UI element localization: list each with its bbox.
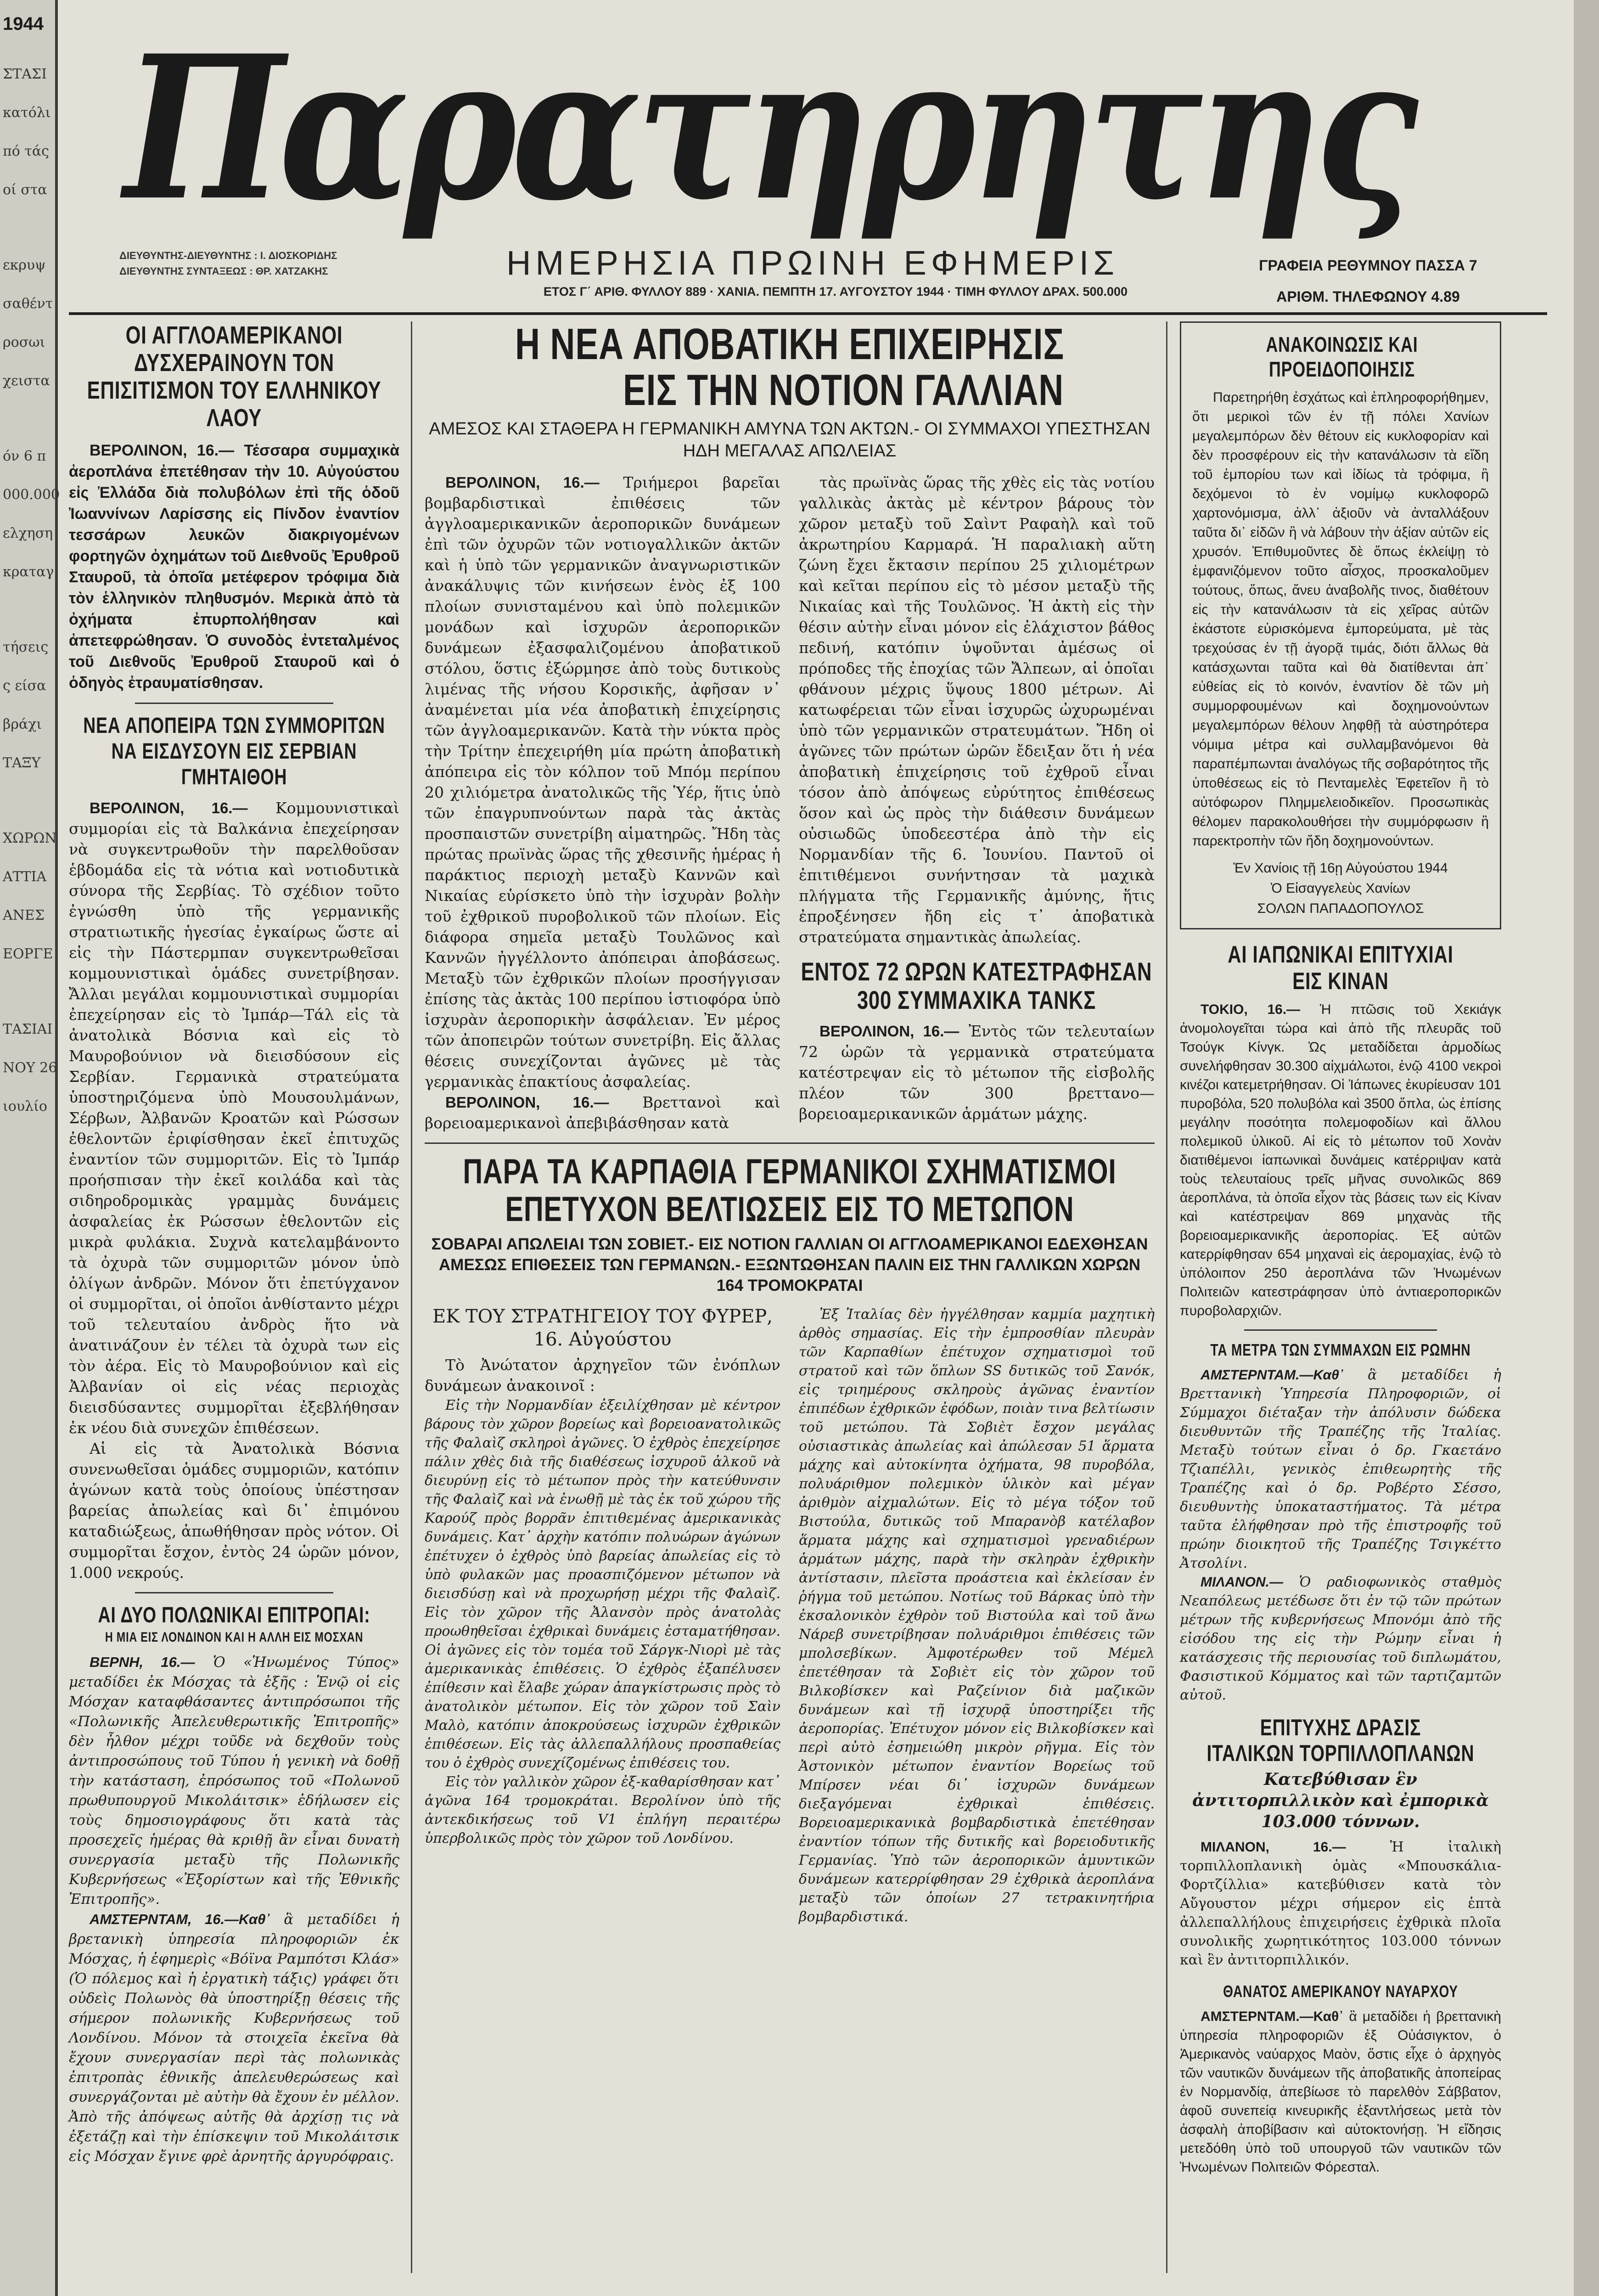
headline-admiral: ΘΑΝΑΤΟΣ ΑΜΕΡΙΚΑΝΟΥ ΝΑΥΑΡΧΟΥ xyxy=(1223,1982,1458,2001)
headline-torpedo: ΕΠΙΤΥΧΗΣ ΔΡΑΣΙΣ xyxy=(1260,1715,1421,1740)
headline-carpathians-line2: ΕΠΕΤΥΧΟΝ ΒΕΛΤΙΩΣΕΙΣ ΕΙΣ ΤΟ ΜΕΤΩΠΟΝ xyxy=(505,1190,1074,1229)
article-body: Ἡ πτῶσις τοῦ Χεκιάγκ ἀνομολογεῖται τώρα καὶ ἀπὸ τῆς πλευρᾶς τοῦ Τσούγκ Κίνγκ. Ὡς μεταδίδεται ἁρμοδίως συνελήφθησαν 30.300 αἰχμάλωτοι, ἐνῷ 4100 νεκροὶ κινέζοι κατεμετρήθησαν. Οἱ Ἰάπωνες ἐκυρίευσαν 101 πυροβόλα, 520 πολυβόλα καὶ 3500 ὅπλα, ὡς ἐπίσης μεγάλην ποσότητα πολεμοφοδίων καὶ ἄλλου πολεμικοῦ ὑλικοῦ. Αἱ εἰς τὸ μέτωπον τοῦ Χονὰν διατιθέμενοι ἰαπωνικαὶ δυνάμεις κατέρριψαν κατὰ τοὺς τελευταίους τρεῖς μῆνας συνολικῶς 869 ἀεροπλάνα, τὰ ὁποῖα εἶχον τὰς βάσεις των εἰς Κίναν καὶ κατέστρεψαν 869 μηχανὰς τῆς βορειοαμερικανικῆς ἀεροπορίας. Ἐξ αὐτῶν κατερρίφθησαν 654 μηχαναὶ εἰς ἀερομαχίας, ἐνῷ τὸ ὑπόλοιπον 250 ἀεροπλάνα τῶν Ἡνωμένων Πολιτειῶν κατεστράφησαν ὑπὸ ἀντιαεροπορικῶν πυροβολαρχιῶν. xyxy=(1180,1002,1502,1318)
spine-text xyxy=(3,64,60,1135)
notice-signature-title: Ὁ Εἰσαγγελεὺς Χανίων xyxy=(1270,881,1411,896)
article-body: Εἰς τὴν Νορμανδίαν ἐξειλίχθησαν μὲ κέντρον βάρους τὸν χῶρον βορείως καὶ βορειοανατολικῶς τῆς Φαλαὶζ σκληροὶ ἀγῶνες. Ὁ ἐχθρὸς ἐπεχείρησε πάλιν χθὲς διὰ τῆς διαθέσεως ἰσχυροῦ ἀλκοῦ νὰ διευρύνῃ εἰς τὸ μέτωπον πρὸς τὴν κατεύθυνσιν τῆς Φαλαὶζ καὶ νὰ ἑνωθῇ μὲ τὰς ἐκ τοῦ χώρου τῆς Καρούζ πρὸς βορρᾶν ἐπιτιθεμένας ἀμερικανικὰς δυνάμεις. Κατ᾽ ἀρχὴν κατόπιν πολυώρων ἀγώνων ἐπέτυχεν ὁ ἐχθρὸς ὑπὸ βαρείας ἀπωλείας εἰς τὸ ὑπὸ φυλακῶν μας προασπιζόμενον μέτωπον νὰ διεισδύσῃ καὶ νὰ προχωρήσῃ μέχρι τῆς Φαλαὶζ. Εἰς τὸν χῶρον τῆς Ἀλανσὸν πρὸς ἀνατολὰς προωθηθεῖσαι ἐχθρικαὶ δυνάμεις ἐσταματήθησαν. Οἱ ἀγῶνες εἰς τὸν τομέα τοῦ Σάργκ-Νιορὶ μὲ τὰς ἀμερικανικὰς ἐπιθέσεις. Ὁ ἐχθρὸς ἐξαπέλυσεν ἐπίθεσιν καὶ ἔλαβε χώραν ἀπαγκίστρωσις πρὸς τὸ ἀνατολικὸν μέτωπον. Εἰς τὸν χῶρον τοῦ Σαὶν Μαλὸ, κατόπιν ἀποκρούσεως ἰσχυρῶν ἐχθρικῶν ἐπιθέσεων. Εἰς τὰς ἀλλεπαλλήλους προσπαθείας του ὁ ἐχθρὸς συνεχίζομένως ἐπιθέσεις του. xyxy=(425,1397,780,1771)
spine-snippet: ΑΤΤΙΑ xyxy=(3,869,47,885)
divider xyxy=(135,703,333,704)
notice-text xyxy=(1192,388,1489,851)
dateline: ΒΕΡΟΛΙΝΟΝ, 16.— xyxy=(90,442,235,459)
notice-signature-name: ΣΟΛΩΝ ΠΑΠΑΔΟΠΟΥΛΟΣ xyxy=(1257,901,1424,916)
headline-carpathians: ΠΑΡΑ ΤΑ ΚΑΡΠΑΘΙΑ ΓΕΡΜΑΝΙΚΟΙ ΣΧΗΜΑΤΙΣΜΟΙ xyxy=(463,1152,1116,1191)
article-admiral xyxy=(1180,2007,1501,2177)
spine-snippet: ΕΟΡΓΕ xyxy=(3,946,53,962)
headline-japan-line2: ΕΙΣ ΚΙΝΑΝ xyxy=(1292,968,1389,995)
article-body: Εἰς τὸν γαλλικὸν χῶρον ἐξ-καθαρίσθησαν κατ᾽ ἀγῶνα 164 τρομοκράται. Βερολίνον ὑπὸ τῆς ἀντεκδικήσεως τοῦ V1 ἐπλήγη περαιτέρω ὑπερβολικῶς πρὸς τὸν χῶρον τοῦ Λονδίνου. xyxy=(425,1774,780,1846)
article-body: Αἱ εἰς τὰ Ἀνατολικὰ Βόσνια συνενωθεῖσαι ὁμάδες συμμοριῶν, κατόπιν ἀγώνων κατὰ τοὺς ὁποίους ὑπέστησαν βαρείας ἀπωλείας καὶ δι᾽ ἐπιμόνου καταδιώξεως, ἀπωθήθησαν πρὸς νότον. Οἱ συμμορῖται ἔσχον, ἐντὸς 24 ὡρῶν μόνον, 1.000 νεκρούς. xyxy=(69,1440,399,1581)
divider xyxy=(135,1592,333,1593)
spine-snippet: όν 6 π xyxy=(3,448,46,464)
dateline: ΑΜΣΤΕΡΝΤΑΜ, 16.—Καθ᾽ xyxy=(90,1911,270,1927)
director-line: ΔΙΕΥΘΥΝΤΗΣ-ΔΙΕΥΘΥΝΤΗΣ : Ι. ΔΙΟΣΚΟΡΙΔΗΣ xyxy=(119,250,337,261)
article-body: ἃ μεταδίδει ἡ Βρεττανικὴ Ὑπηρεσία Πληροφοριῶν, οἱ Σύμμαχοι διέταξαν τὴν ἀπόλυσιν δώδεκα διευθυντῶν τῆς Τραπέζης τῆς Ἰταλίας. Μεταξὺ τούτων εἶναι ὁ δρ. Γκαετάνο Τζιαπέλλι, γενικὸς ἐπιθεωρητὴς τῆς Τραπέζης καὶ ὁ δρ. Ροβέρτο Σέσσο, διευθυντὴς ὑποκαταστήματος. Τὰ μέτρα ταῦτα ἐλήφθησαν πρὸ τῆς ἐπιστροφῆς τοῦ πρώην διοικητοῦ τῆς Τραπέζης Τσιγκέττο Ἀτσολίνι. xyxy=(1180,1367,1501,1571)
spine-snippet: ΝΟΥ 26 xyxy=(3,1060,57,1076)
article-body: Τριήμεροι βαρεῖαι βομβαρδιστικαὶ ἐπιθέσεις τῶν ἀγγλοαμερικανικῶν ἀεροπορικῶν δυνάμεων ἐπὶ τῶν ὀχυρῶν τῶν νοτιογαλλικῶν ἀκτῶν καὶ ἡ ὑπὸ τῶν γερμανικῶν ἀναγνωριστικῶν ἀνακάλυψις τῶν κινήσεων ἑνὸς ἐξ 100 πλοίων συνισταμένου καὶ ὑπὸ πολεμικῶν μονάδων καὶ ἰσχυρῶν ἀεροπορικῶν δυνάμεων ἐξασφαλιζομένου ἀποβατικοῦ στόλου, ὅστις ἐξώρμησε ἀπὸ τοὺς δυτικοὺς λιμένας τῆς νήσου Κορσικῆς, ἀφῆσαν ν᾽ ἀναμένεται μία νέα ἀποβατικὴ ἐπιχείρησις τῶν ἀγγλοαμερικανῶν. Κατὰ τὴν νύκτα πρὸς τὴν Τρίτην ἐπεχειρήθη μία πρώτη ἀποβατικὴ ἀπόπειρα εἰς τὸν κόλπον τοῦ Μπόμ περίπου 20 χιλιόμετρα ἀνατολικῶς τῆς Ὑέρ, ἥτις ὑπὸ τῶν ἐπαγρυπνούντων παρὰ τὰς ἀκτὰς προσπαιστῶν συνετρίβη αἱματηρῶς. Ἤδη τὰς πρώτας πρωϊνὰς ὥρας τῆς χθεσινῆς ἡμέρας ἡ παράκτιος περιοχὴ μεταξὺ Καννῶν καὶ Νικαίας εὑρίσκετο ὑπὸ τὴν ἰσχυρὰν βολὴν τοῦ ἐχθρικοῦ πυροβολικοῦ τῶν πλοίων. Εἰς διάφορα σημεῖα μεταξὺ Τουλῶνος καὶ Καννῶν ἠγγέλλοντο ἀπόπειραι ἀποβάσεως. Μεταξὺ τῶν ἐχθρικῶν πλοίων προσήγγισαν ἐπίσης τὰς ἀκτὰς 100 περίπου ἱστιοφόρα ὑπὸ ἰσχυρὰν ἀεροπορικὴν ἀσφάλειαν. Ἐν μέρος τῶν ἀποπειρῶν τούτων συνετρίβη. Εἰς ἄλλας θέσεις συνεχίζονται ἀγῶνες μὲ τὰς γερμανικὰς ἐπακτίους ἀσφαλείας. xyxy=(425,473,780,1091)
divider xyxy=(1244,1329,1437,1331)
notice-date: Ἐν Χανίοις τῇ 16ῃ Αὐγούστου 1944 xyxy=(1233,861,1448,876)
spine-snippet: ς είσα xyxy=(3,678,46,694)
spine-snippet: σαθέντ xyxy=(3,296,53,312)
spine-snippet: ιουλίο xyxy=(3,1098,47,1114)
article-landing-left xyxy=(425,472,780,1133)
dateline: ΑΜΣΤΕΡΝΤΑΜ.—Καθ᾽ xyxy=(1201,2009,1344,2024)
article-body: Κομμουνιστικαὶ συμμορίαι εἰς τὰ Βαλκάνια ἐπεχείρησαν νὰ συγκεντρωθοῦν τὴν παρελθοῦσαν ἑβδομάδα εἰς τὰ νότια καὶ νοτιοδυτικὰ σύνορα τῆς Σερβίας. Τὸ σχέδιον τοῦτο ἐγνώσθη ὑπὸ τῆς γερμανικῆς στρατιωτικῆς ἡγεσίας ἐγκαίρως ὥστε αἱ εἰς τὴν Πάστερμπαν συγκεντρωθεῖσαι κομμουνιστικαὶ ὁμάδες συνετρίβησαν. Ἄλλαι μεγάλαι κομμουνιστικαὶ συμμορίαι ἐπεχείρησαν εἰς τὸ Ἰμπάρ—Τάλ εἰς τὰ ἀνατολικὰ Βόσνια καὶ εἰς τὸ Μαυροβούνιον νὰ διεισδύσουν εἰς Σερβίαν. Γερμανικὰ στρατεύματα ὑποστηριζόμενα ὑπὸ Μουσουλμάνων, Σέρβων, Ἀλβανῶν Κροατῶν καὶ Ρώσσων ἐθελοντῶν ἐριφίσθησαν ἐκεῖ ἐπιτυχῶς ἐναντίον τῶν συμμοριτῶν. Εἰς τὸ Ἰμπάρ προήσπισαν τὴν ἐκεῖ κοιλάδα καὶ τὰς σιδηροδρομικὰς γραμμὰς δυνάμεις ἀσφαλείας ἐκ Ρώσσων ἐθελοντῶν εἰς μικρὰ φυλάκια. Συχνὰ κατελαμβάνοντο τὰ ὀχυρὰ τῶν συμμοριτῶν μόνον ὑπὸ ὀλίγων ἀνδρῶν. Μόνον ὅτι ἐπετύγχανον οἱ συμμορῖται, οἱ ὁποῖοι ἀνθίσταντο μέχρι τοῦ τελευταίου ἀνδρὸς ἥτο νὰ ἀνατινάζουν ἐν τέλει τὰ ὀχυρὰ των εἰς τὸν ἀέρα. Εἰς τὸ Μαυροβούνιον καὶ εἰς Ἀλβανίαν οἱ εἰς νέας περιοχὰς διεισδύσαντες συμμορῖται ἐξεβλήθησαν ἐκ νέου διὰ συνεχῶν ἐπιθέσεων. xyxy=(69,799,399,1437)
masthead-rule xyxy=(69,312,1547,315)
headline-landing-line2: ΕΙΣ ΤΗΝ ΝΟΤΙΟΝ ΓΑΛΛΙΑΝ xyxy=(623,366,1064,415)
offices-address: ΓΡΑΦΕΙΑ ΡΕΘΥΜΝΟΥ ΠΑΣΣΑ 7 xyxy=(1259,257,1477,274)
dateline: ΒΕΡΟΛΙΝΟΝ, 16.— xyxy=(90,799,248,816)
spine-snippet: ΑΝΕΣ xyxy=(3,907,45,923)
spine-snippet: ΧΩΡΩΝ xyxy=(3,830,57,846)
spine-snippet: τήσεις xyxy=(3,639,49,655)
article-body: Ὁ «Ἡνωμένος Τύπος» μεταδίδει ἐκ Μόσχας τὰ ἑξῆς : Ἑνῷ οἱ εἰς Μόσχαν καταφθάσαντες ἀντιπρόσωποι τῆς «Πολωνικῆς Ἀπελευθερωτικῆς Ἐπιτροπῆς» δὲν ἦλθον μέχρι τοῦδε νὰ δεχθοῦν τοὺς ἀντιπροσώπους τοῦ Τύπου ἡ γενικὴ νὰ δοθῇ τὴν κατάσταση, ἐπρόσωπος τοῦ «Πολωνοῦ πρωθυπουργοῦ Μικολάιτσικ» ἐδήλωσεν εἰς τοὺς δημοσιογράφους ὅτι κατὰ τὰς προσεχεῖς ἡμέρας θὰ κριθῇ ἂν εἶναι δυνατὴ συνεργασία μεταξὺ τῆς Πολωνικῆς Κυβερνήσεως «Ἐξορίστων καὶ τῆς Ἐθνικῆς Ἐπιτροπῆς». xyxy=(69,1654,399,1908)
article-carpathians-left xyxy=(425,1305,780,1926)
spine-snippet: ελχηση xyxy=(3,525,53,541)
subheadline-carpathians: ΣΟΒΑΡΑΙ ΑΠΩΛΕΙΑΙ ΤΩΝ ΣΟΒΙΕΤ.- ΕΙΣ ΝΟΤΙΟΝ ΓΑΛΛΙΑΝ ΟΙ ΑΓΓΛΟΑΜΕΡΙΚΑΝΟΙ ΕΔΕΧΘΗΣΑΝ ΑΜΕΣΩΣ ΕΠΙΘΕΣΕΙΣ ΤΩΝ ΓΕΡΜΑΝΩΝ.- ΕΞΩΝΤΩΘΗΣΑΝ ΠΑΛΙΝ ΕΙΣ ΤΗΝ ΓΑΛΛΙΚΩΝ ΧΩΡΩΝ 164 ΤΡΟΜΟΚΡΑΤΑΙ xyxy=(431,1235,1148,1294)
headline-notice: ΑΝΑΚΟΙΝΩΣΙΣ ΚΑΙ ΠΡΟΕΙΔΟΠΟΙΗΣΙΣ xyxy=(1266,332,1418,381)
headline-tanks: ΕΝΤΟΣ 72 ΩΡΩΝ ΚΑΤΕΣΤΡΑΦΗΣΑΝ xyxy=(801,957,1152,986)
article-body: ἃ μεταδίδει ἡ βρεττανικὴ ὑπηρεσία πληροφοριῶν ἐξ Οὐάσιγκτον, ὁ Ἀμερικανὸς ναύαρχος Μαὸν, ὅστις εἶχε ὁ ἀρχηγὸς τῶν ναυτικῶν δυνάμεων τῆς ἀποβατικῆς ἀποπείρας ἐν Νορμανδίᾳ, ἀπεβίωσε τὸ παρελθὸν Σάββατον, ἀφοῦ συνεπείᾳ κινευρικῆς ἐξαντλήσεως μετὰ τὸν ἀσφαλὴ ἀποβίβασιν καὶ αὐτοκτονήσῃ. Ἡ εἴδησις μετεδόθη ὑπὸ τοῦ υπουργοῦ τῶν ναυτικῶν τῶν Ἡνωμένων Πολιτειῶν Φόρεσταλ. xyxy=(1180,2009,1501,2175)
newspaper-title: Παρατηρητης xyxy=(124,12,1413,244)
article-food-supply xyxy=(69,440,399,693)
article-body: Ὁ ραδιοφωνικὸς σταθμὸς Νεαπόλεως μετέδωσε ὅτι ἐν τῷ τῶν πρώτων μέτρων τῆς κυβερνήσεως Μπονόμι ἀπὸ τῆς εἰσόδου της εἰς τὴν Ρώμην εἶναι ἡ κατάσχεσις τῆς περιουσίας τοῦ διπλωμάτου, Φασιστικοῦ Κόμματος καὶ τῶν ταρτιζαμτῶν αὐτοῦ. xyxy=(1180,1574,1501,1703)
article-carpathians-left-text xyxy=(425,1396,780,1848)
director-credits xyxy=(119,248,441,279)
headline-polish-committees: ΑΙ ΔΥΟ ΠΟΛΩΝΙΚΑΙ ΕΠΙΤΡΟΠΑΙ: xyxy=(98,1603,370,1627)
article-tanks xyxy=(799,1021,1155,1124)
dateline: ΑΜΣΤΕΡΝΤΑΜ.—Καθ᾽ xyxy=(1201,1367,1344,1383)
column-separator xyxy=(1166,321,1167,2273)
spine-snippet: πό τάς xyxy=(3,143,49,159)
headline-rome: ΤΑ ΜΕΤΡΑ ΤΩΝ ΣΥΜΜΑΧΩΝ ΕΙΣ ΡΩΜΗΝ xyxy=(1210,1340,1471,1359)
spine-snippet: 000.000 xyxy=(3,487,60,503)
article-body: Παρετηρήθη ἐσχάτως καὶ ἐπληροφορήθημεν, ὅτι μερικοὶ τῶν ἐν τῇ πόλει Χανίων μεγαλεμπόρων δὲν θέτουν εἰς κυκλοφορίαν καὶ δὲν προσφέρουν εἰς τὴν κατανάλωσιν τὰ εἴδη τοῦ ἐμπορίου των καὶ ἰδίως τὰ τρόφιμα, ἢ δεχόμενοι τὸ ἐν νομίμῳ κυκλοφορῶ χαρτονόμισμα, ἀλλ᾽ ἀξιοῦν νὰ ἀνταλλάξουν ταῦτα δι᾽ εἰδῶν ἢ νὰ λάβουν τὴν ἀξίαν αὐτῶν εἰς χρυσόν. Ἐπιθυμοῦντες δὲ ὅπως ἐκλείψῃ τὸ ἐμφανιζόμενον τοῦτο αἶσχος, προσκαλοῦμεν τούτους, ὅπως, ἄνευ ἀναβολῆς τινος, διαθέτουν εἰς τὴν κατανάλωσιν τὰ εἰς χεῖρας αὐτῶν ἐκάστοτε εὑρισκόμενα ἐμπορεύματα, μὲ τὰς τρεχούσας ἐν τῇ ἀγορᾷ τιμάς, διότι ἄλλως θὰ κατάσχωνται ταῦτα καὶ θὰ διατίθενται ἀπ᾽ εὐθείας εἰς τὸ κοινόν, ἐναντίον δὲ τῶν μὴ συμμορφουμένων καὶ δοχημονούντων μεγαλεμπόρων θέλουν ληφθῇ τὰ αὐστηρότερα νόμιμα μέτρα καὶ συλλαμβανόμενοι θὰ παραπέμπωνται ἀναλόγως τῆς σοβαρότητος τῆς ὑποθέσεως εἰς τὸ Πενταμελὲς Ἐφετεῖον ἢ τὸ αὐτόφωρον Πλημμελειοδικεῖον. Προσωπικὰς θέλομεν παρακολουθήσει τὴν συμμόρφωσιν ἢ παρεκτροπὴν τῶν ἤδη δοχημονούντων. xyxy=(1192,390,1489,849)
spine-snippet: κραταγ xyxy=(3,564,54,580)
article-landing xyxy=(425,472,1155,1133)
right-edge-strip xyxy=(1574,0,1599,2296)
article-body: Τὸ Ἀνώτατον ἀρχηγεῖον τῶν ἐνόπλων δυνάμεων ἀνακοινοῖ : xyxy=(425,1356,780,1395)
spine-snippet: ροσωι xyxy=(3,334,45,350)
article-rome xyxy=(1180,1366,1501,1705)
dateline: ΤΟΚΙΟ, 16.— xyxy=(1201,1002,1301,1017)
article-serbia xyxy=(69,798,399,1583)
divider xyxy=(425,1142,1155,1144)
dateline: ΜΙΛΑΝΟΝ, 16.— xyxy=(1201,1840,1346,1855)
headline-serbia: ΝΕΑ ΑΠΟΠΕΙΡΑ ΤΩΝ ΣΥΜΜΟΡΙΤΩΝ ΝΑ ΕΙΣΔΥΣΟΥΝ ΕΙΣ ΣΕΡΒΙΑΝ ΓΜΗΤΑΙΘΟΗ xyxy=(83,714,385,789)
headline-landing: Η ΝΕΑ ΑΠΟΒΑΤΙΚΗ ΕΠΙΧΕΙΡΗΣΙΣ xyxy=(515,320,1065,369)
dateline: ΒΕΡΟΛΙΝΟΝ, 16.— xyxy=(445,1094,609,1111)
editor-line: ΔΙΕΥΘΥΝΤΗΣ ΣΥΝΤΑΞΕΩΣ : ΘΡ. ΧΑΤΖΑΚΗΣ xyxy=(119,265,328,277)
column-center xyxy=(425,321,1155,1926)
article-carpathians-right xyxy=(799,1305,1155,1926)
dateline: ΒΕΡΟΛΙΝΟΝ, 16.— xyxy=(445,474,600,491)
spine-snippet: ΤΑΞΥ xyxy=(3,755,41,771)
headline-food-supply: ΟΙ ΑΓΓΛΟΑΜΕΡΙΚΑΝΟΙ ΔΥΣΧΕΡΑΙΝΟΥΝ ΤΟΝ ΕΠΙΣΙΤΙΣΜΟΝ ΤΟΥ ΕΛΛΗΝΙΚΟΥ ΛΑΟΥ xyxy=(87,321,382,432)
column-left xyxy=(69,321,399,2167)
spine-snippet: βράχι xyxy=(3,716,42,732)
spine-year: 1944 xyxy=(3,14,44,34)
newspaper-subtitle: ΗΜΕΡΗΣΙΑ ΠΡΩΙΝΗ ΕΦΗΜΕΡΙΣ xyxy=(506,244,1119,282)
issue-line: ΕΤΟΣ Γ΄ ΑΡΙΘ. ΦΥΛΛΟΥ 889 · ΧΑΝΙΑ. ΠΕΜΠΤΗ 17. ΑΥΓΟΥΣΤΟΥ 1944 · ΤΙΜΗ ΦΥΛΛΟΥ ΔΡΑΧ. 500.000 xyxy=(543,285,1128,298)
article-body: ἃ μεταδίδει ἡ βρετανικὴ ὑπηρεσία πληροφοριῶν ἐκ Μόσχας, ἡ ἐφημερὶς «Βόϊνα Ραμπότσι Κλάσ» (Ὁ πόλεμος καὶ ἡ ἐργατικὴ τάξις) γράφει ὅτι οὐδεὶς Πολωνὸς θὰ ὑποστηρίξῃ θέσεις τῆς σήμερον πολωνικῆς Κυβερνήσεως τοῦ Λονδίνου. Μόνον τὰ στοιχεῖα ἐκεῖνα θὰ ἔχουν συνεργασίαν περὶ τὰς πολωνικὰς ἐπιτροπὰς ἐθνικῆς ἀπελευθερώσεως καὶ συνεργάζονται μὲ αὐτὴν θὰ ἔχουν ἐν μέλλον. Ἀπὸ τῆς ἀπόψεως αὐτῆς θὰ ἀρχίσῃ τις νὰ ἐξετάζῃ καὶ τὴν ἐπίσκεψιν τοῦ Μικολάιτσικ εἰς Μόσχαν ἔγινε φρὲ ἀρνητῆς ἀργυρόφραις. xyxy=(69,1911,400,2165)
article-landing-right-text xyxy=(799,472,1155,947)
notice-box xyxy=(1180,321,1501,929)
dateline: ΜΙΛΑΝΟΝ.— xyxy=(1201,1575,1283,1590)
column-separator xyxy=(411,321,412,2273)
spine-snippet: εκρυψ xyxy=(3,257,46,273)
headline-torpedo-line2: ΙΤΑΛΙΚΩΝ ΤΟΡΠΙΛΛΟΠΛΑΝΩΝ xyxy=(1206,1740,1475,1766)
headline-tanks-line2: 300 ΣΥΜΜΑΧΙΚΑ ΤΑΝΚΣ xyxy=(857,985,1096,1014)
article-body: Ἡ ἰταλικὴ τορπιλλοπλανικὴ ὁμὰς «Μπουσκάλια-Φορτζίλλια» κατεβύθισεν κατὰ τὸν Αὔγουστον μέχρι σήμερον εἰς ἑπτὰ ἀλλεπαλλήλους ἐπιχειρήσεις ἐχθρικὰ πλοῖα συνολικῆς χωρητικότητος 103.000 τόννων καὶ ἓν ἀντιτορπιλλικόν. xyxy=(1180,1839,1501,1968)
article-body: τὰς πρωϊνὰς ὥρας τῆς χθὲς εἰς τὰς νοτίου γαλλικὰς ἀκτὰς μὲ κέντρον βάρους τὸν χῶρον μεταξὺ τοῦ Σαὶντ Ραφαὴλ καὶ τοῦ ἀκρωτηρίου Καρμαρά. Ἡ παραλιακὴ αὕτη ζώνη ἔχει ἔκτασιν περίπου 25 χιλιομέτρων καὶ κεῖται περίπου εἰς τὸ μέσον μεταξὺ τῆς Νικαίας καὶ τῆς Τουλῶνος. Ἡ ἀκτὴ εἰς τὴν θέσιν αὐτὴν εἶναι μόνον εἰς ἐλάχιστον βάθος πεδινή, κατόπιν ὑψοῦνται ἀμέσως οἱ πρόποδες τῆς ἐποχίας τῶν Ἄλπεων, αἱ ὁποῖαι φθάνουν μέχρις ὕψους 1800 μέτρων. Αἱ κατωφέρειαι τῶν εἶναι ἰσχυρῶς ὠχυρωμέναι ὑπὸ τῶν γερμανικῶν στρατευμάτων. Ἤδη οἱ ἀγῶνες τῶν πρώτων ὡρῶν ἔδειξαν ὅτι ἡ νέα ἀποβατικὴ ἐπιχείρησις τοῦ ἐχθροῦ εἶναι τόσον ἀπὸ ἀπόψεως εὐρύτητος ἐπιθέσεως ὅσον καὶ ὡς πρὸς τὴν διάθεσιν δυνάμεων οὐσιωδῶς ὑποδεεστέρα ἀπὸ τὴν εἰς Νορμανδίαν τῆς 6. Ἰουνίου. Παντοῦ οἱ ἐπιτιθέμενοι συνήντησαν τὰ μαχικὰ πλήγματα τῆς Γερμανικῆς ἀμύνης, ἥτις ἐπροξένησεν ἤδη εἰς τ᾽ ἀποβατικὰ στρατεύματα σημαντικὰς ἀπωλείας. xyxy=(799,473,1155,946)
spine-snippet: κατόλι xyxy=(3,105,51,121)
article-body: Τέσσαρα συμμαχικὰ ἀεροπλάνα ἐπετέθησαν τὴν 10. Αὐγούστου εἰς Ἑλλάδα διὰ πολυβόλων ἐπὶ τῆς ὁδοῦ Ἰωαννίνων Λαρίσσης εἰς Πίνδον ἐναντίον τεσσάρων λευκῶν διακριγομένων φορτηγῶν ὀχημάτων τοῦ Διεθνοῦς Ἐρυθροῦ Σταυροῦ, τὰ ὁποῖα μετέφερον τρόφιμα διὰ τὸν ἑλληνικὸν πληθυσμόν. Μερικὰ ἀπὸ τὰ ὀχήματα ἐπυρπολήθησαν καὶ ἀπετεφρώθησαν. Ὁ συνοδὸς ἐντεταλμένος τοῦ Διεθνοῦς Ἐρυθροῦ Σταυροῦ καὶ ὁ ὁδηγὸς ἐτραυματίσθησαν. xyxy=(69,442,399,692)
spine-snippet: ΤΑΣΙΑΙ xyxy=(3,1021,53,1037)
article-lead xyxy=(425,1355,780,1396)
headline-japan: ΑΙ ΙΑΠΩΝΙΚΑΙ ΕΠΙΤΥΧΙΑΙ xyxy=(1228,941,1453,968)
article-landing-right xyxy=(799,472,1155,1133)
dateline: ΒΕΡΝΗ, 16.— xyxy=(90,1654,195,1670)
article-body: Βρεττανοὶ καὶ βορειοαμερικανοὶ ἀπεβιβάσθησαν κατὰ xyxy=(425,1093,780,1132)
article-torpedo xyxy=(1180,1838,1501,1970)
article-japan xyxy=(1180,1000,1501,1320)
article-polish xyxy=(69,1652,399,2167)
subheadline-torpedo: Κατεβύθισαν ἓν ἀντιτορπιλλικὸν καὶ ἐμπορικὰ 103.000 τόννων. xyxy=(1192,1770,1489,1831)
spine-snippet: χειστα xyxy=(3,373,50,389)
subheadline-landing: ΑΜΕΣΟΣ ΚΑΙ ΣΤΑΘΕΡΑ Η ΓΕΡΜΑΝΙΚΗ ΑΜΥΝΑ ΤΩΝ ΑΚΤΩΝ.- ΟΙ ΣΥΜΜΑΧΟΙ ΥΠΕΣΤΗΣΑΝ ΗΔΗ ΜΕΓΑΛΑΣ ΑΠΩΛΕΙΑΣ xyxy=(429,419,1150,461)
article-body: Ἐξ Ἰταλίας δὲν ἠγγέλθησαν καμμία μαχητικὴ ἀρθὸς σημασίας. Εἰς τὴν ἐμπροσθίαν πλευρὰν τῶν Καρπαθίων ἐπέτυχον σχηματισμοὶ τοῦ στρατοῦ καὶ τῶν ὅπλων SS δυτικῶς τοῦ Σανόκ, εἰς τριημέρους σκληροὺς ἀγῶνας ἐναντίον ἐπιπέδων ἐχθρικῶν ἐφόδων, ποιὰν τινα βελτίωσιν τοῦ μετώπου. Τὰ Σοβιὲτ ἔσχον μεγάλας οὐσιαστικὰς ἀπωλείας καὶ ἀπώλεσαν 51 ἅρματα μάχης καὶ αὐτοκίνητα ὀχήματα, 98 πυροβόλα, πολυάριθμον πολεμικὸν ὑλικὸν καὶ μέγαν ἀριθμὸν αἰχμαλώτων. Εἰς τὸ μέγα τόξον τοῦ Βιστούλα, δυτικῶς τοῦ Μπαρανὸβ κατέλαβον ἅρματα μάχης καὶ σχηματισμοὶ γρεναδιέρων ἁρμάτων μάχης, παρὰ τὴν σκληρὰν ἐχθρικὴν ἀντίστασιν, πλεῖστα προάστεια καὶ ἐκλείσαν ἐν ῥήγμα τοῦ μετώπου. Νοτίως τοῦ Βάρκας ὑπὸ τὴν ἐκσαλονικὸν ἐχθρὸν τοῦ Βιστούλα καὶ τοῦ ἄνω Νάρεβ συνετρίβησαν πολυάριθμοι ἐπιθέσεις τῶν μπολσεβίκων. Ἀμφοτέρωθεν τοῦ Μέμελ ἐπετέθησαν τὰ Σοβιὲτ εἰς τὸν χῶρον τοῦ Βιλκοβίσκεν καὶ Ραζείνιον διὰ μαζικῶν δυνάμεων καὶ τῇ ἰσχυρᾷ ὑποστηρίξει τῆς ἀεροπορίας. Ἐπέτυχον μόνον εἰς Βιλκοβίσκεν καὶ περὶ αὐτὸ ἐσημειώθη μικρὸν ρῆγμα. Εἰς τὸν Ἀστονικὸν μέτωπον ἐναντίον Βορείως τοῦ Μπίρσεν νέαι δι᾽ ἰσχυρῶν δυνάμεων διεξαγόμεναι ἐχθρικαὶ ἐπιθέσεις. Βορειοαμερικανικὰ βομβαρδιστικὰ ἐπετέθησαν ἐναντίον τόπων τῆς δυτικῆς καὶ βορειοδυτικῆς Γερμανίας. Ὑπὸ τῶν ἀεροπορικῶν ἀμυντικῶν δυνάμεων κατερρίφθησαν 29 ἐχθρικὰ ἀεροπλάνα μεταξὺ τῶν ὁποίων 27 τετρακινητήρια βομβαρδιστικά. xyxy=(799,1306,1155,1925)
column-right xyxy=(1180,321,1501,2177)
dateline-hq: ΕΚ ΤΟΥ ΣΤΡΑΤΗΓΕΙΟΥ ΤΟΥ ΦΥΡΕΡ, 16. Αὐγούστου xyxy=(432,1306,773,1350)
binding-spine xyxy=(0,0,58,2296)
article-body: Ἐντὸς τῶν τελευταίων 72 ὡρῶν τὰ γερμανικὰ στρατεύματα κατέστρεψαν εἰς τὸ μέτωπον τῆς εἰσβολῆς πλέον τῶν 300 βρεττανο—βορειοαμερικανικῶν ἁρμάτων μάχης. xyxy=(799,1022,1155,1123)
spine-snippet: οί στα xyxy=(3,182,47,198)
spine-snippet: ΣΤΑΣΙ xyxy=(3,66,47,82)
article-carpathians xyxy=(425,1305,1155,1926)
dateline: ΒΕΡΟΛΙΝΟΝ, 16.— xyxy=(819,1023,959,1040)
subheadline-polish: Η ΜΙΑ ΕΙΣ ΛΟΝΔΙΝΟΝ ΚΑΙ Η ΑΛΛΗ ΕΙΣ ΜΟΣΧΑΝ xyxy=(105,1630,364,1645)
phone-number: ΑΡΙΘΜ. ΤΗΛΕΦΩΝΟΥ 4.89 xyxy=(1276,288,1460,305)
